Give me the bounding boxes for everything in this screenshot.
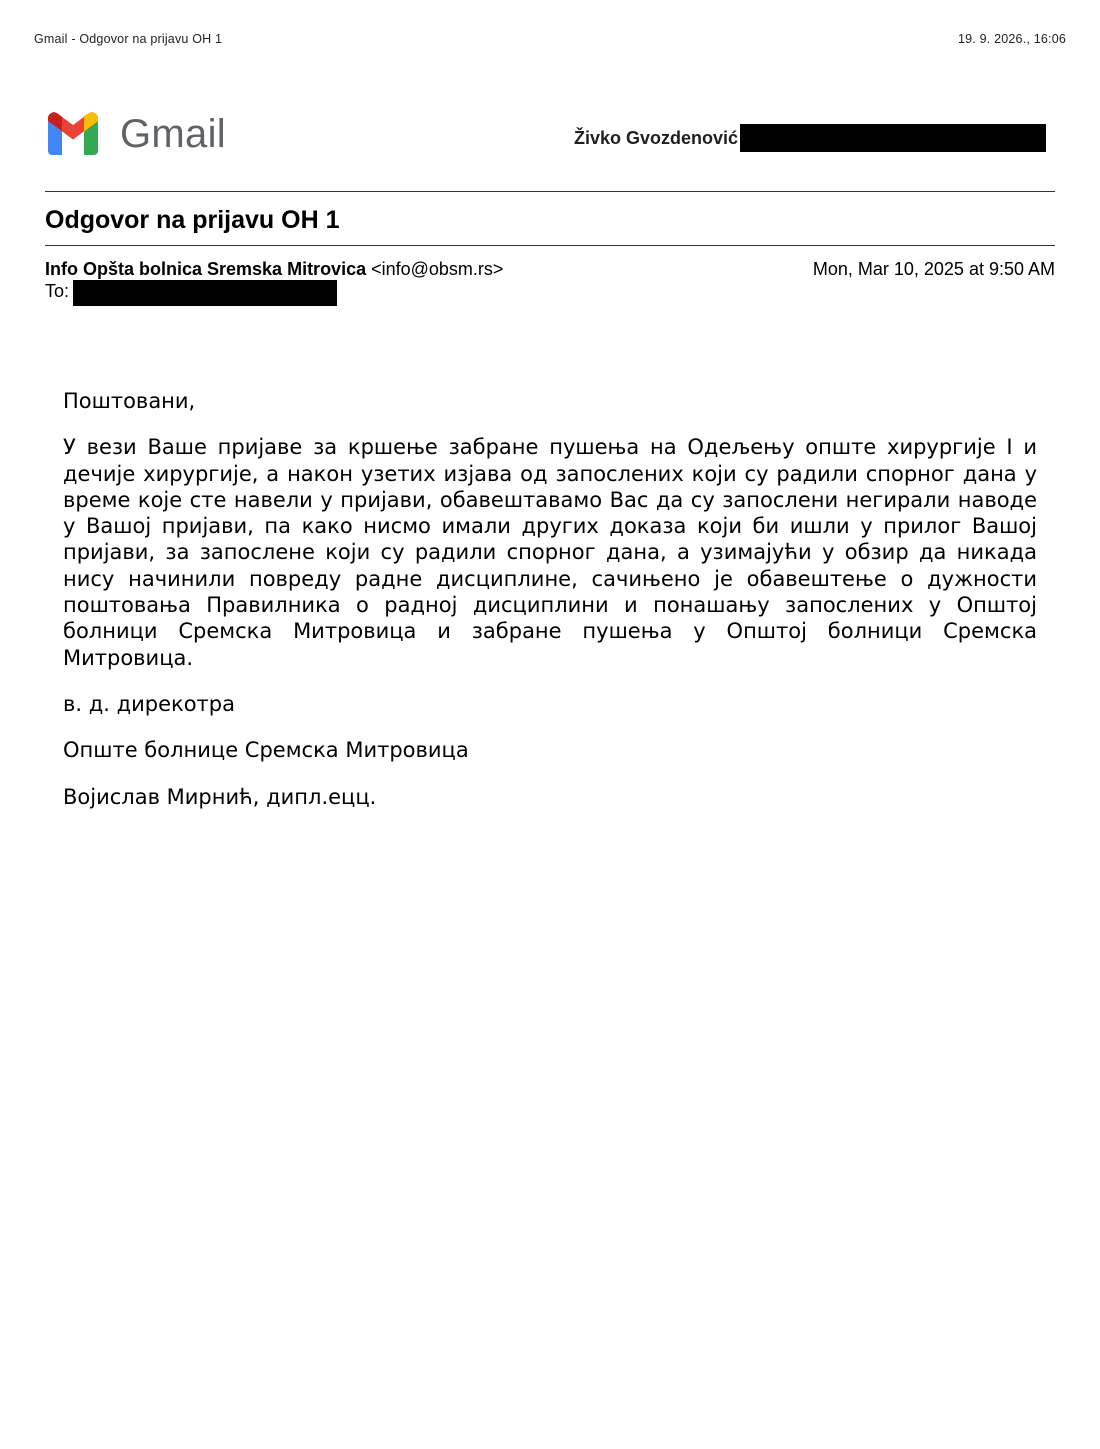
gmail-wordmark: Gmail	[120, 112, 226, 156]
to-label: To:	[45, 281, 70, 301]
recipient-redaction	[73, 280, 337, 306]
gmail-logo	[44, 108, 226, 160]
divider-top	[45, 191, 1055, 192]
account-name: Živko Gvozdenović	[574, 127, 739, 148]
signature-role: в. д. дирекотра	[63, 691, 235, 716]
print-page-title: Gmail - Odgovor na prijavu OH 1	[34, 32, 223, 46]
email-to	[45, 280, 337, 306]
print-header	[34, 32, 1066, 48]
sender-email: <info@obsm.rs>	[371, 259, 504, 279]
email-paragraph: У вези Ваше пријаве за кршење забране пушења на Одељењу опште хирургије I и дечије хирургије, а након узетих изјава од запослених који су радили спорног дана у време које сте навели у пријави, обавештавамо Вас да су запослени негирали наводе у Вашој пријави, па како нисмо имали других доказа који би ишли у прилог Вашој пријави, за запослене који су радили спорног дана, а узимајући у обзир да никада нису начинили повреду радне дисциплине, сачињено је обавештење о дужности поштовања Правилника о радној дисциплини и понашању запослених у Општој болници Сремска Митровица и забране пушења у Општој болници Сремска Митровица.	[63, 435, 1037, 670]
email-date: Mon, Mar 10, 2025 at 9:50 AM	[812, 259, 1055, 279]
gmail-m-icon	[44, 111, 102, 157]
account-info	[574, 124, 1046, 152]
print-timestamp: 19. 9. 2026., 16:06	[957, 32, 1066, 46]
email-subject: Odgovor na prijavu OH 1	[45, 206, 340, 234]
email-greeting: Поштовани,	[63, 389, 196, 413]
signature-name: Војислав Мирнић, дипл.ецц.	[63, 784, 377, 809]
email-from	[45, 258, 503, 280]
divider-subject	[45, 245, 1055, 246]
signature-organization: Опште болнице Сремска Митровица	[63, 738, 469, 763]
sender-name: Info Opšta bolnica Sremska Mitrovica	[45, 259, 367, 279]
email-body	[63, 388, 1037, 830]
account-email-redaction	[740, 124, 1046, 152]
